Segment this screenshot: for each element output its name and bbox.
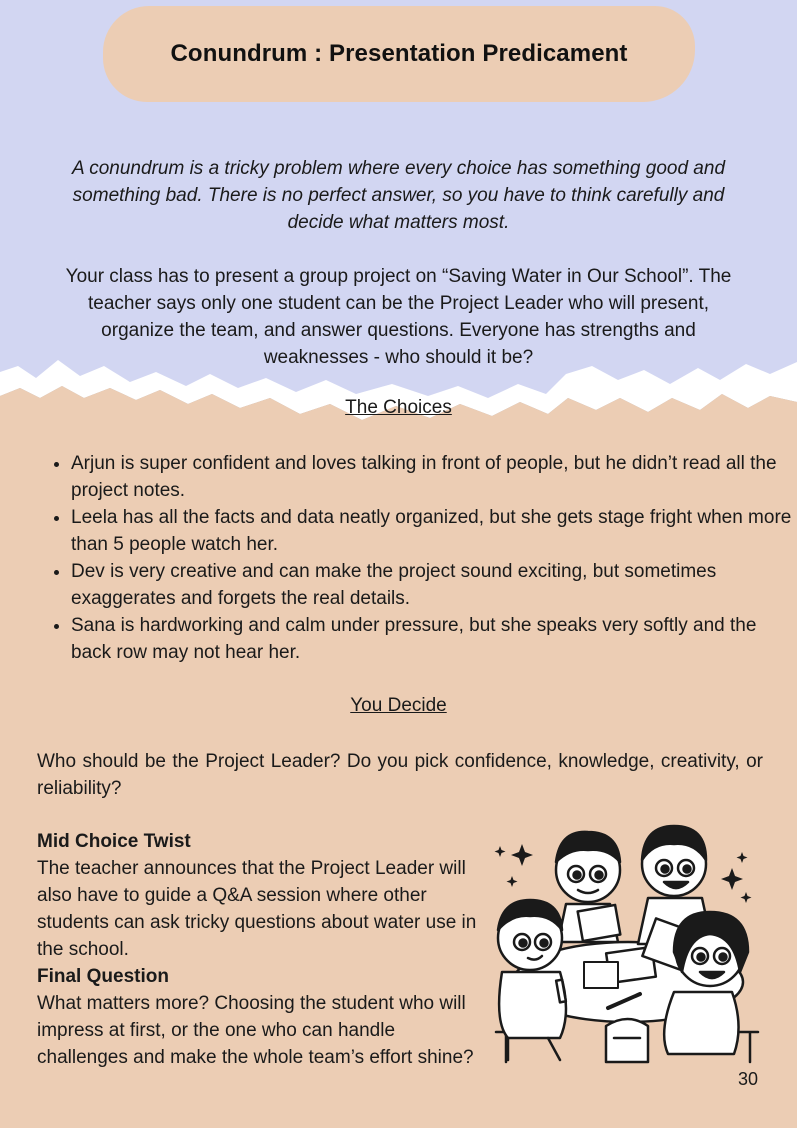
list-item: • Leela has all the facts and data neatly organized, but she gets stage fright when more than 5 people watch her. xyxy=(71,504,797,558)
choices-heading: The Choices xyxy=(345,397,452,418)
sparkle-icon xyxy=(495,844,752,903)
choices-list xyxy=(36,450,797,666)
decide-text: Who should be the Project Leader? Do you pick confidence, knowledge, creativity, or reliability? xyxy=(37,751,763,799)
final-heading: Final Question xyxy=(37,966,169,987)
list-item: • Sana is hardworking and calm under pressure, but she speaks very softly and the back row may not hear her. xyxy=(71,612,797,666)
page-number: 30 xyxy=(738,1069,759,1089)
page-title: Conundrum : Presentation Predicament xyxy=(170,40,628,67)
list-item: • Arjun is super confident and loves talking in front of people, but he didn’t read all the project notes. xyxy=(71,450,797,504)
list-item: • Dev is very creative and can make the project sound exciting, but sometimes exaggerates and forgets the real details. xyxy=(71,558,797,612)
scenario-paragraph: Your class has to present a group project on “Saving Water in Our School”. The teacher says only one student can be the Project Leader who will present, organize the team, and answer questions. Everyone has strengths and weaknesses - who should it be? xyxy=(65,266,732,368)
title-banner xyxy=(103,6,695,102)
twist-section xyxy=(37,828,487,1071)
twist-heading: Mid Choice Twist xyxy=(37,831,191,852)
twist-text: The teacher announces that the Project Leader will also have to guide a Q&A session where other students can ask tricky questions about water use in the school. xyxy=(37,858,477,960)
final-text: What matters more? Choosing the student who will impress at first, or the one who can handle challenges and make the whole team’s effort shine? xyxy=(37,993,474,1068)
decide-heading: You Decide xyxy=(350,695,447,716)
children-illustration xyxy=(488,812,760,1074)
intro-paragraph: A conundrum is a tricky problem where every choice has something good and something bad. There is no perfect answer, so you have to think carefully and decide what matters most. xyxy=(71,158,726,233)
